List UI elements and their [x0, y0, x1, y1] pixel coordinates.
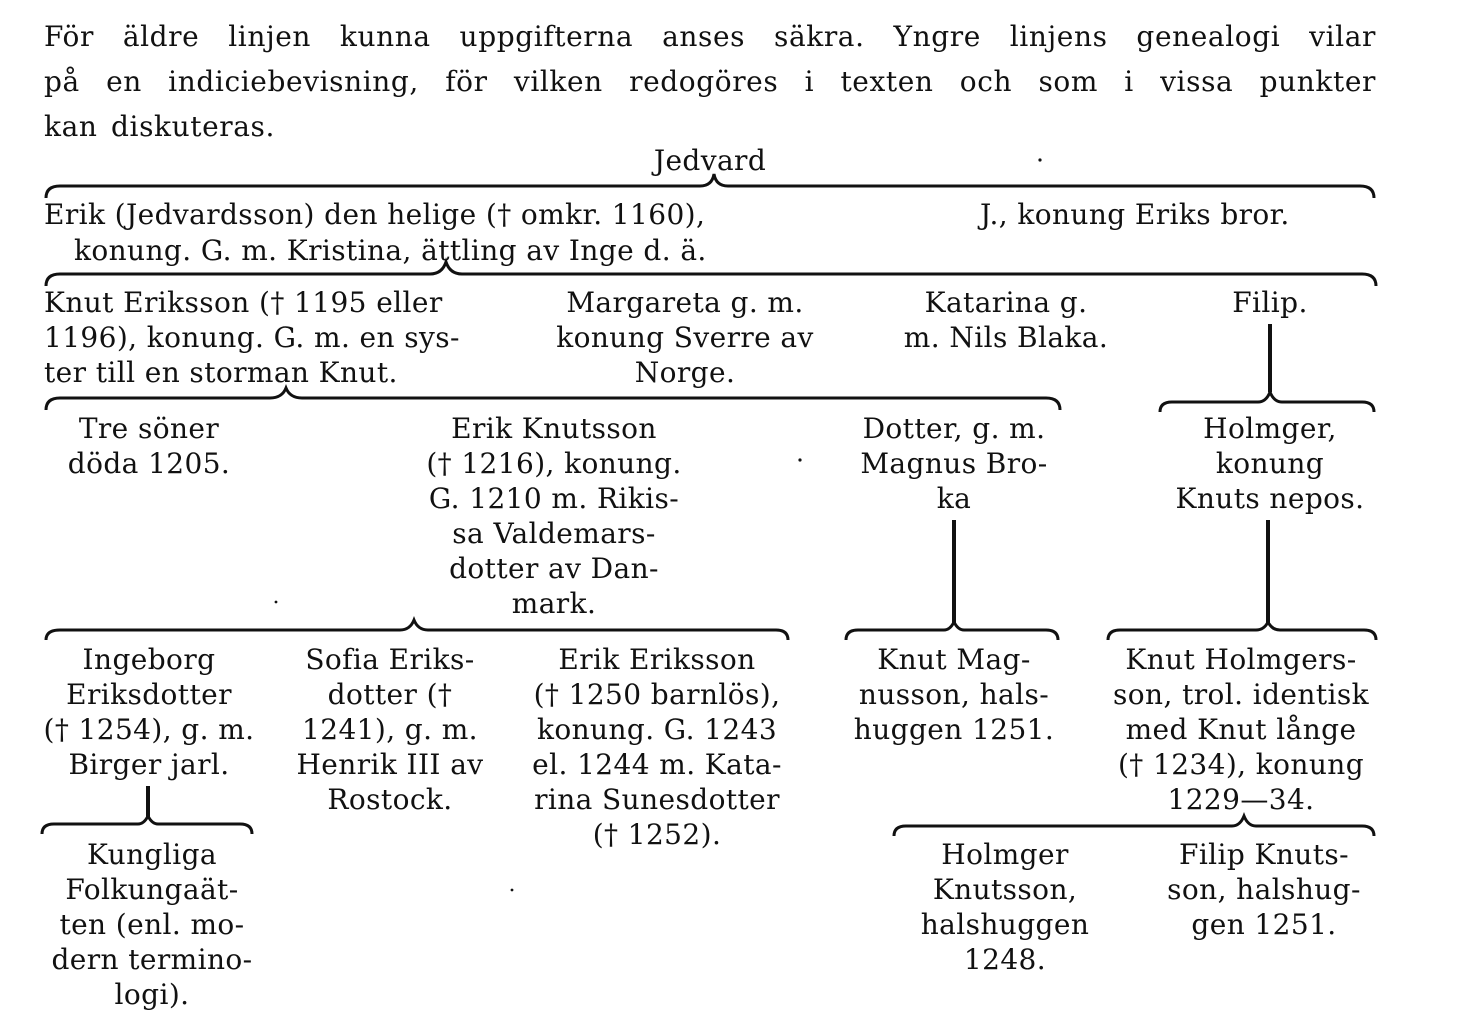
person-line: dern termino- [51, 943, 253, 976]
person-knut-eriksson [44, 285, 484, 390]
person-name: Jedvard [653, 144, 767, 177]
intro-line: kan diskuteras. [44, 110, 276, 143]
person-knut-holmgersson [1098, 642, 1384, 817]
person-sofia [272, 642, 508, 817]
person-line: konung Sverre av [556, 321, 814, 354]
person-knut-magnusson [838, 642, 1070, 747]
bracket-knut [46, 388, 1060, 410]
person-margareta [530, 285, 840, 390]
person-holmger [1150, 411, 1390, 516]
person-line: dotter († [327, 678, 453, 711]
print-speck [1038, 158, 1041, 161]
person-line: Kungliga [86, 838, 218, 871]
print-speck [275, 601, 278, 604]
person-line: († 1254), g. m. [43, 713, 255, 746]
person-line: rina Sunesdotter [534, 783, 780, 816]
bracket-filip [1160, 392, 1374, 412]
person-line: huggen 1251. [853, 713, 1055, 746]
bracket-erik-knutsson [46, 620, 788, 640]
print-speck [511, 889, 514, 892]
person-line: Magnus Bro- [860, 447, 1048, 480]
person-line: Knut Eriksson († 1195 eller [44, 286, 443, 319]
person-line: († 1234), konung [1117, 748, 1365, 781]
person-erik-knutsson [408, 411, 700, 621]
person-line: ka [936, 482, 972, 515]
person-line: konung. G. 1243 [536, 713, 778, 746]
person-filip [1200, 285, 1340, 320]
person-erik-den-helige [44, 197, 884, 269]
person-kungliga-folkungaatten [34, 837, 270, 1012]
person-line: mark. [511, 587, 597, 620]
person-line: Knutsson, [932, 873, 1078, 906]
person-line: Erik (Jedvardsson) den helige († omkr. 1160), [44, 198, 706, 231]
person-line: († 1252). [592, 818, 722, 851]
person-tre-soner [44, 411, 254, 481]
person-line: 1248. [963, 943, 1047, 976]
person-line: 1196), konung. G. m. en sys- [44, 321, 460, 354]
person-filip-knutsson [1146, 837, 1382, 942]
person-ingeborg [34, 642, 264, 782]
person-katarina [886, 285, 1126, 355]
person-line: dotter av Dan- [449, 552, 659, 585]
intro-line: För äldre linjen kunna uppgifterna anses säkra. Yngre linjens genealogi vilar [44, 20, 1376, 53]
person-line: Ingeborg [82, 643, 216, 676]
print-speck [798, 458, 801, 461]
person-jedvard [560, 143, 860, 178]
person-line: Margareta g. m. [566, 286, 804, 319]
person-line: halshuggen [920, 908, 1090, 941]
person-line: Dotter, g. m. [862, 412, 1046, 445]
person-line: logi). [114, 978, 190, 1011]
person-line: J., konung Eriks bror. [980, 198, 1290, 231]
person-line: Eriksdotter [66, 678, 232, 711]
person-dotter [838, 411, 1070, 516]
person-line: Holmger [941, 838, 1069, 871]
person-line: Sofia Eriks- [305, 643, 475, 676]
person-line: gen 1251. [1191, 908, 1337, 941]
person-line: Katarina g. [924, 286, 1088, 319]
bracket-knut-holmgersson [894, 816, 1374, 836]
person-j [980, 197, 1360, 232]
person-line: nusson, hals- [858, 678, 1050, 711]
person-line: med Knut långe [1125, 713, 1357, 746]
person-line: Holmger, [1203, 412, 1337, 445]
person-line: Knut Holmgers- [1125, 643, 1357, 676]
person-line: ten (enl. mo- [59, 908, 245, 941]
bracket-dotter [846, 622, 1058, 640]
intro-line: på en indiciebevisning, för vilken redogöres i texten och som i vissa punkter [44, 65, 1376, 98]
person-line: Henrik III av [296, 748, 484, 781]
person-line: Filip Knuts- [1179, 838, 1349, 871]
person-line: 1241), g. m. [302, 713, 478, 746]
person-erik-eriksson [512, 642, 802, 852]
person-line: sa Valdemars- [452, 517, 656, 550]
person-line: Knuts nepos. [1175, 482, 1365, 515]
person-line: G. 1210 m. Rikis- [428, 482, 680, 515]
person-line: Filip. [1232, 286, 1308, 319]
person-holmger-knutsson [900, 837, 1110, 977]
intro-paragraph [44, 14, 1376, 149]
person-line: son, halshug- [1167, 873, 1361, 906]
person-line: m. Nils Blaka. [903, 321, 1109, 354]
person-line: Norge. [634, 356, 736, 389]
person-line: († 1216), konung. [426, 447, 682, 480]
person-line: Erik Knutsson [451, 412, 657, 445]
person-line: konung [1215, 447, 1325, 480]
person-line: el. 1244 m. Kata- [532, 748, 782, 781]
person-line: († 1250 barnlös), [533, 678, 781, 711]
bracket-ingeborg [42, 816, 252, 834]
person-line: Knut Mag- [877, 643, 1031, 676]
person-line: konung. G. m. Kristina, ättling av Inge d. ä. [74, 234, 707, 267]
person-line: Erik Eriksson [558, 643, 756, 676]
bracket-holmger [1108, 622, 1376, 640]
person-line: Birger jarl. [68, 748, 230, 781]
person-line: ter till en storman Knut. [44, 356, 398, 389]
person-line: son, trol. identisk [1113, 678, 1369, 711]
person-line: döda 1205. [67, 447, 231, 480]
person-line: Rostock. [327, 783, 453, 816]
person-line: Tre söner [78, 412, 220, 445]
person-line: Folkungaät- [65, 873, 239, 906]
person-line: 1229—34. [1167, 783, 1315, 816]
